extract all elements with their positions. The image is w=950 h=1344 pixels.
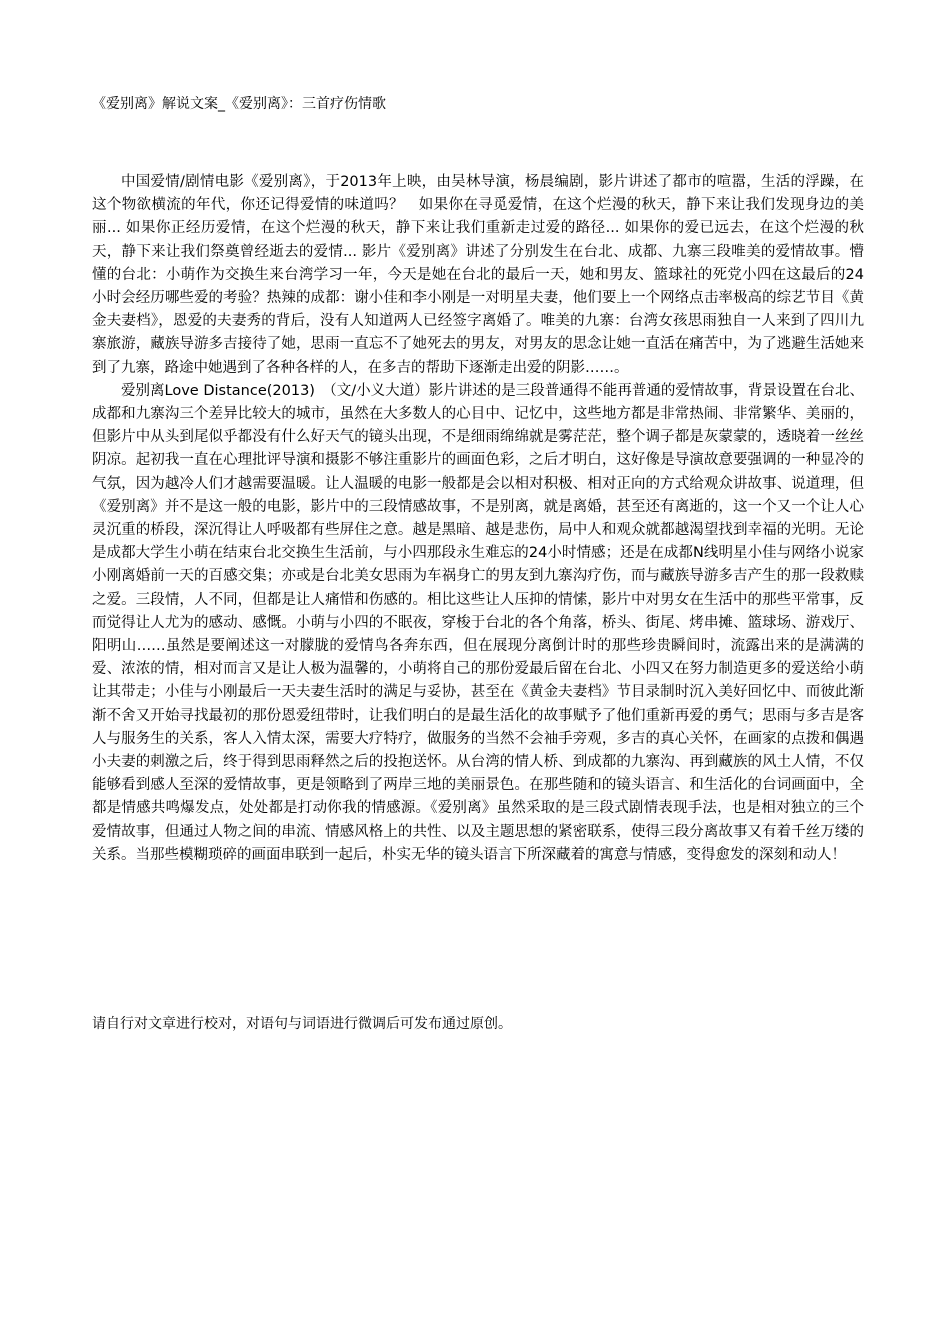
paragraph-synopsis: 中国爱情/剧情电影《爱别离》，于2013年上映，由吴林导演，杨晨编剧，影片讲述了都市的喧嚣，生活的浮躁，在这个物欲横流的年代，你还记得爱情的味道吗？ 如果你在寻觅爱情，在这个烂漫的秋天，静下来让我们发现身边的美丽... 如果你正经历爱情，在这个烂漫的秋天，静下来让我们重新走过爱的路径... 如果你的爱已远去，在这个烂漫的秋天，静下来让我们祭奠曾经逝去的爱情... 影片《爱别离》讲述了分别发生在台北、成都、九寨三段唯美的爱情故事。懵懂的台北：小萌作为交换生来台湾学习一年，今天是她在台北的最后一天，她和男友、篮球社的死党小四在这最后的24小时会经历哪些爱的考验？热辣的成都：谢小佳和李小刚是一对明星夫妻，他们要上一个网络点击率极高的综艺节目《黄金夫妻档》，恩爱的夫妻秀的背后，没有人知道两人已经签字离婚了。唯美的九寨：台湾女孩思雨独自一人来到了四川九寨旅游，藏族导游多吉接待了她，思雨一直忘不了她死去的男友，对男友的思念让她一直活在痛苦中，为了逃避生活她来到了九寨，路途中她遇到了各种各样的人，在多吉的帮助下逐渐走出爱的阴影……。 (92, 174, 864, 376)
document-title: 《爱别离》解说文案_《爱别离》：三首疗伤情歌 (92, 96, 386, 112)
document-body (92, 171, 864, 867)
paragraph-review: 爱别离Love Distance(2013) （文/小义大道）影片讲述的是三段普通得不能再普通的爱情故事，背景设置在台北、成都和九寨沟三个差异比较大的城市，虽然在大多数人的心目中、记忆中，这些地方都是非常热闹、非常繁华、美丽的，但影片中从头到尾似乎都没有什么好天气的镜头出现，不是细雨绵绵就是雾茫茫，整个调子都是灰蒙蒙的，透晓着一丝丝阴凉。起初我一直在心理批评导演和摄影不够注重影片的画面色彩，之后才明白，这好像是导演故意要强调的一种显冷的气氛，因为越冷人们才越需要温暖。让人温暖的电影一般都是会以相对积极、相对正向的方式给观众讲故事、说道理，但《爱别离》并不是这一般的电影，影片中的三段情感故事，不是别离，就是离婚，甚至还有离逝的，这一个又一个让人心灵沉重的桥段，深沉得让人呼吸都有些屏住之意。越是黑暗、越是悲伤，局中人和观众就都越渴望找到幸福的光明。无论是成都大学生小萌在结束台北交换生生活前，与小四那段永生难忘的24小时情感；还是在成都N线明星小佳与网络小说家小刚离婚前一天的百感交集；亦或是台北美女思雨为车祸身亡的男友到九寨沟疗伤，而与藏族导游多吉产生的那一段救赎之爱。三段情，人不同，但都是让人痛惜和伤感的。相比这些让人压抑的情愫，影片中对男女在生活中的那些平常事，反而觉得让人尤为的感动、感慨。小萌与小四的不眠夜，穿梭于台北的各个角落，桥头、街尾、烤串摊、篮球场、游戏厅、阳明山……虽然是要阐述这一对朦胧的爱情鸟各奔东西，但在展现分离倒计时的那些珍贵瞬间时，流露出来的是满满的爱、浓浓的情，相对而言又是让人极为温馨的，小萌将自己的那份爱最后留在台北、小四又在努力制造更多的爱送给小萌让其带走；小佳与小刚最后一天夫妻生活时的满足与妥协，甚至在《黄金夫妻档》节目录制时沉入美好回忆中、而彼此渐渐不舍又开始寻找最初的那份恩爱纽带时，让我们明白的是最生活化的故事赋予了他们重新再爱的勇气；思雨与多吉是客人与服务生的关系，客人入情太深，需要大疗特疗，做服务的当然不会袖手旁观，多吉的真心关怀，在画家的点拨和偶遇小夫妻的刺激之后，终于得到思雨释然之后的投抱送怀。从台湾的情人桥、到成都的九寨沟、再到藏族的风土人情，不仅能够看到感人至深的爱情故事，更是领略到了两岸三地的美丽景色。在那些随和的镜头语言、和生活化的台词画面中，全都是情感共鸣爆发点，处处都是打动你我的情感源。《爱别离》虽然采取的是三段式剧情表现手法，也是相对独立的三个爱情故事，但通过人物之间的串流、情感风格上的共性、以及主题思想的紧密联系，使得三段分离故事又有着千丝万缕的关系。当那些模糊琐碎的画面串联到一起后，朴实无华的镜头语言下所深藏着的寓意与情感，变得愈发的深刻和动人！ (92, 382, 864, 863)
footer-note: 请自行对文章进行校对，对语句与词语进行微调后可发布通过原创。 (92, 1016, 512, 1032)
